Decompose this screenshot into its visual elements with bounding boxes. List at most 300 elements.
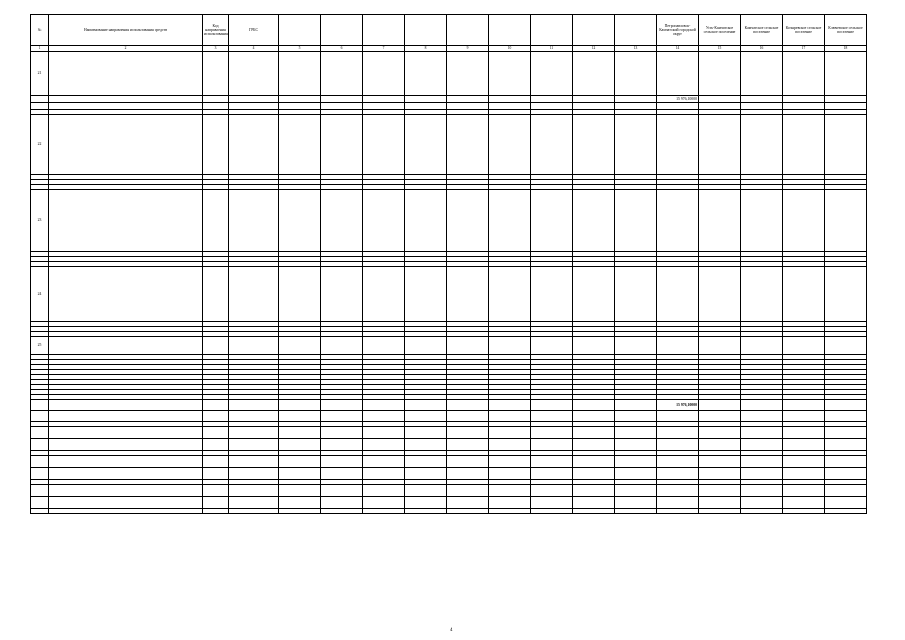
value-cell (321, 411, 363, 422)
row-grbs (229, 190, 279, 252)
row-grbs (229, 468, 279, 480)
value-cell (825, 509, 867, 514)
value-cell (447, 400, 489, 411)
value-cell (741, 497, 783, 509)
value-cell (615, 400, 657, 411)
value-cell (447, 115, 489, 175)
value-cell (783, 115, 825, 175)
row-description (49, 115, 203, 175)
row-number (31, 456, 49, 468)
value-cell (825, 400, 867, 411)
row-number (31, 509, 49, 514)
value-cell (657, 427, 699, 439)
column-header (321, 15, 363, 46)
value-cell (279, 267, 321, 322)
row-grbs (229, 267, 279, 322)
value-cell (489, 427, 531, 439)
value-cell (573, 400, 615, 411)
value-cell (699, 103, 741, 110)
value-cell (615, 468, 657, 480)
value-cell (447, 103, 489, 110)
value-cell (741, 485, 783, 497)
value-cell (699, 115, 741, 175)
row-code (203, 96, 229, 103)
value-cell (447, 468, 489, 480)
value-cell (783, 509, 825, 514)
column-number: 14 (657, 46, 699, 52)
value-cell (321, 115, 363, 175)
value-cell (531, 439, 573, 451)
value-cell (783, 485, 825, 497)
value-cell (279, 190, 321, 252)
value-cell (363, 190, 405, 252)
column-number: 6 (321, 46, 363, 52)
value-cell (699, 485, 741, 497)
value-cell (447, 96, 489, 103)
value-cell (447, 267, 489, 322)
value-cell (321, 96, 363, 103)
page-number: 4 (450, 628, 453, 633)
column-number: 13 (615, 46, 657, 52)
value-cell (489, 190, 531, 252)
value-cell (699, 427, 741, 439)
value-cell (405, 427, 447, 439)
value-cell (825, 485, 867, 497)
row-grbs (229, 115, 279, 175)
table-row (31, 509, 867, 514)
value-cell (573, 509, 615, 514)
row-description (49, 439, 203, 451)
row-grbs (229, 96, 279, 103)
table-row (31, 427, 867, 439)
value-cell (363, 411, 405, 422)
value-cell (615, 52, 657, 96)
value-cell (405, 115, 447, 175)
value-cell (573, 337, 615, 355)
value-cell (657, 439, 699, 451)
value-cell (741, 509, 783, 514)
row-number (31, 468, 49, 480)
value-cell (279, 427, 321, 439)
row-code (203, 267, 229, 322)
value-cell (783, 337, 825, 355)
value-cell (783, 267, 825, 322)
value-cell (699, 411, 741, 422)
value-cell (405, 190, 447, 252)
value-cell (573, 267, 615, 322)
value-cell (405, 468, 447, 480)
value-cell (405, 497, 447, 509)
value-cell (405, 509, 447, 514)
value-cell (657, 337, 699, 355)
value-cell (279, 509, 321, 514)
row-grbs (229, 439, 279, 451)
column-number: 15 (699, 46, 741, 52)
column-header (363, 15, 405, 46)
value-cell (657, 115, 699, 175)
value-cell (699, 190, 741, 252)
value-cell (321, 427, 363, 439)
value-cell (321, 52, 363, 96)
value-cell (825, 411, 867, 422)
column-number: 11 (531, 46, 573, 52)
table-row (31, 497, 867, 509)
value-cell (573, 52, 615, 96)
column-header (405, 15, 447, 46)
value-cell (573, 485, 615, 497)
column-number: 5 (279, 46, 321, 52)
value-cell (615, 115, 657, 175)
table-row (31, 439, 867, 451)
table-row (31, 468, 867, 480)
value-cell (363, 267, 405, 322)
value-cell (615, 497, 657, 509)
value-cell (531, 427, 573, 439)
row-description (49, 52, 203, 96)
value-cell (531, 497, 573, 509)
row-code (203, 485, 229, 497)
table-row (31, 96, 867, 103)
value-cell (405, 267, 447, 322)
column-number: 12 (573, 46, 615, 52)
row-code (203, 439, 229, 451)
value-cell (531, 509, 573, 514)
value-cell (531, 485, 573, 497)
value-cell (321, 497, 363, 509)
value-cell (573, 497, 615, 509)
row-grbs (229, 456, 279, 468)
value-cell (825, 103, 867, 110)
value-cell (363, 456, 405, 468)
value-cell (531, 337, 573, 355)
value-cell (447, 497, 489, 509)
value-cell (447, 427, 489, 439)
value-cell (321, 267, 363, 322)
row-code (203, 103, 229, 110)
value-cell (783, 468, 825, 480)
column-number: 4 (229, 46, 279, 52)
row-description (49, 427, 203, 439)
row-number: 23 (31, 190, 49, 252)
value-cell (615, 411, 657, 422)
value-cell (783, 427, 825, 439)
column-header (615, 15, 657, 46)
value-cell (405, 103, 447, 110)
value-cell (825, 439, 867, 451)
value-cell (279, 439, 321, 451)
row-code (203, 190, 229, 252)
row-description (49, 267, 203, 322)
value-cell (615, 337, 657, 355)
row-description (49, 485, 203, 497)
row-grbs (229, 337, 279, 355)
value-cell (321, 190, 363, 252)
column-header: Код направления использования (203, 15, 229, 46)
row-description (49, 400, 203, 411)
value-cell (783, 400, 825, 411)
column-header (531, 15, 573, 46)
value-cell (657, 267, 699, 322)
row-code (203, 456, 229, 468)
value-cell (573, 103, 615, 110)
header-row (31, 15, 867, 46)
table-row (31, 103, 867, 110)
value-cell (699, 439, 741, 451)
value-cell (825, 497, 867, 509)
column-header: Козыревское сельское поселение (783, 15, 825, 46)
value-cell (489, 411, 531, 422)
value-cell (615, 509, 657, 514)
value-cell (783, 190, 825, 252)
value-cell (825, 190, 867, 252)
value-cell (489, 456, 531, 468)
value-cell (741, 427, 783, 439)
value-cell (825, 96, 867, 103)
column-number: 10 (489, 46, 531, 52)
value-cell (363, 485, 405, 497)
row-code (203, 337, 229, 355)
row-grbs (229, 497, 279, 509)
value-cell (783, 103, 825, 110)
row-code (203, 52, 229, 96)
value-cell (573, 468, 615, 480)
value-cell (279, 485, 321, 497)
column-number: 1 (31, 46, 49, 52)
value-cell (657, 468, 699, 480)
value-cell (699, 509, 741, 514)
value-cell (741, 411, 783, 422)
value-cell (657, 497, 699, 509)
document-page (30, 14, 863, 514)
row-number: 24 (31, 267, 49, 322)
value-cell (279, 115, 321, 175)
row-description (49, 337, 203, 355)
value-cell (447, 509, 489, 514)
value-cell (321, 485, 363, 497)
value-cell (447, 456, 489, 468)
value-cell (279, 337, 321, 355)
value-cell (573, 115, 615, 175)
value-cell (405, 456, 447, 468)
column-header (279, 15, 321, 46)
value-cell (363, 115, 405, 175)
row-grbs (229, 427, 279, 439)
value-cell (573, 411, 615, 422)
value-cell (657, 509, 699, 514)
value-cell (783, 96, 825, 103)
value-cell (405, 337, 447, 355)
value-cell (531, 411, 573, 422)
row-number (31, 427, 49, 439)
value-cell (363, 103, 405, 110)
value-cell (657, 485, 699, 497)
value-cell (615, 267, 657, 322)
table-row (31, 411, 867, 422)
column-number: 16 (741, 46, 783, 52)
value-cell (531, 190, 573, 252)
value-cell (363, 497, 405, 509)
column-number: 3 (203, 46, 229, 52)
value-cell (321, 103, 363, 110)
row-description (49, 497, 203, 509)
column-header (573, 15, 615, 46)
column-header: Петропавловск-Камчатский городской округ (657, 15, 699, 46)
table-row (31, 52, 867, 96)
row-grbs (229, 411, 279, 422)
table-body (31, 52, 867, 514)
row-number (31, 103, 49, 110)
column-number: 7 (363, 46, 405, 52)
value-cell (699, 497, 741, 509)
column-header: № (31, 15, 49, 46)
row-grbs (229, 52, 279, 96)
value-cell (279, 497, 321, 509)
value-cell (783, 52, 825, 96)
value-cell (489, 485, 531, 497)
column-number: 8 (405, 46, 447, 52)
column-number: 2 (49, 46, 203, 52)
table-row (31, 456, 867, 468)
value-cell (615, 96, 657, 103)
value-cell (825, 52, 867, 96)
value-cell (447, 411, 489, 422)
row-number (31, 400, 49, 411)
value-cell (447, 439, 489, 451)
value-cell (825, 337, 867, 355)
value-cell (615, 103, 657, 110)
value-cell (489, 267, 531, 322)
value-cell (615, 485, 657, 497)
value-cell (573, 96, 615, 103)
column-header (447, 15, 489, 46)
value-cell (489, 337, 531, 355)
row-number (31, 439, 49, 451)
row-description (49, 456, 203, 468)
column-number: 17 (783, 46, 825, 52)
value-cell (489, 115, 531, 175)
value-cell (615, 190, 657, 252)
table-row (31, 115, 867, 175)
value-cell (405, 485, 447, 497)
value-cell (489, 96, 531, 103)
value-cell (363, 427, 405, 439)
value-cell (783, 411, 825, 422)
value-cell (741, 439, 783, 451)
value-cell (489, 400, 531, 411)
row-number (31, 497, 49, 509)
value-cell: 15 976,10000 (657, 96, 699, 103)
value-cell (741, 456, 783, 468)
value-cell (741, 468, 783, 480)
value-cell (657, 52, 699, 96)
value-cell (741, 400, 783, 411)
value-cell (447, 190, 489, 252)
value-cell (489, 439, 531, 451)
value-cell (699, 456, 741, 468)
row-code (203, 400, 229, 411)
value-cell (405, 52, 447, 96)
value-cell (741, 190, 783, 252)
column-header: Наименование направления использования средств (49, 15, 203, 46)
value-cell (783, 439, 825, 451)
value-cell (741, 337, 783, 355)
table-row (31, 267, 867, 322)
value-cell (741, 267, 783, 322)
value-cell (363, 468, 405, 480)
value-cell (321, 509, 363, 514)
row-grbs (229, 400, 279, 411)
value-cell (699, 52, 741, 96)
row-grbs (229, 509, 279, 514)
value-cell (699, 337, 741, 355)
value-cell (573, 190, 615, 252)
value-cell (657, 190, 699, 252)
value-cell (447, 52, 489, 96)
row-description (49, 103, 203, 110)
value-cell (699, 96, 741, 103)
value-cell (741, 96, 783, 103)
value-cell (405, 439, 447, 451)
row-description (49, 96, 203, 103)
value-cell (279, 468, 321, 480)
value-cell (825, 456, 867, 468)
row-code (203, 468, 229, 480)
value-cell (489, 52, 531, 96)
column-number: 9 (447, 46, 489, 52)
row-number (31, 485, 49, 497)
row-code (203, 509, 229, 514)
value-cell (531, 456, 573, 468)
row-number (31, 96, 49, 103)
value-cell (741, 115, 783, 175)
table-row (31, 485, 867, 497)
value-cell (531, 267, 573, 322)
value-cell (657, 411, 699, 422)
value-cell (489, 509, 531, 514)
value-cell (363, 439, 405, 451)
row-code (203, 497, 229, 509)
value-cell (531, 52, 573, 96)
value-cell (279, 52, 321, 96)
value-cell (489, 103, 531, 110)
value-cell (825, 267, 867, 322)
row-number: 25 (31, 337, 49, 355)
value-cell (489, 468, 531, 480)
value-cell (363, 400, 405, 411)
value-cell (699, 468, 741, 480)
table-row (31, 190, 867, 252)
row-number (31, 411, 49, 422)
row-number: 22 (31, 115, 49, 175)
value-cell (363, 52, 405, 96)
value-cell (321, 468, 363, 480)
value-cell (279, 96, 321, 103)
value-cell (363, 96, 405, 103)
value-cell (615, 456, 657, 468)
value-cell (657, 103, 699, 110)
value-cell (321, 400, 363, 411)
column-number: 18 (825, 46, 867, 52)
value-cell (657, 456, 699, 468)
value-cell (825, 468, 867, 480)
row-description (49, 411, 203, 422)
value-cell (825, 427, 867, 439)
column-header: Ключевское сельское поселение (825, 15, 867, 46)
value-cell (279, 411, 321, 422)
value-cell (573, 427, 615, 439)
value-cell (531, 103, 573, 110)
row-grbs (229, 103, 279, 110)
